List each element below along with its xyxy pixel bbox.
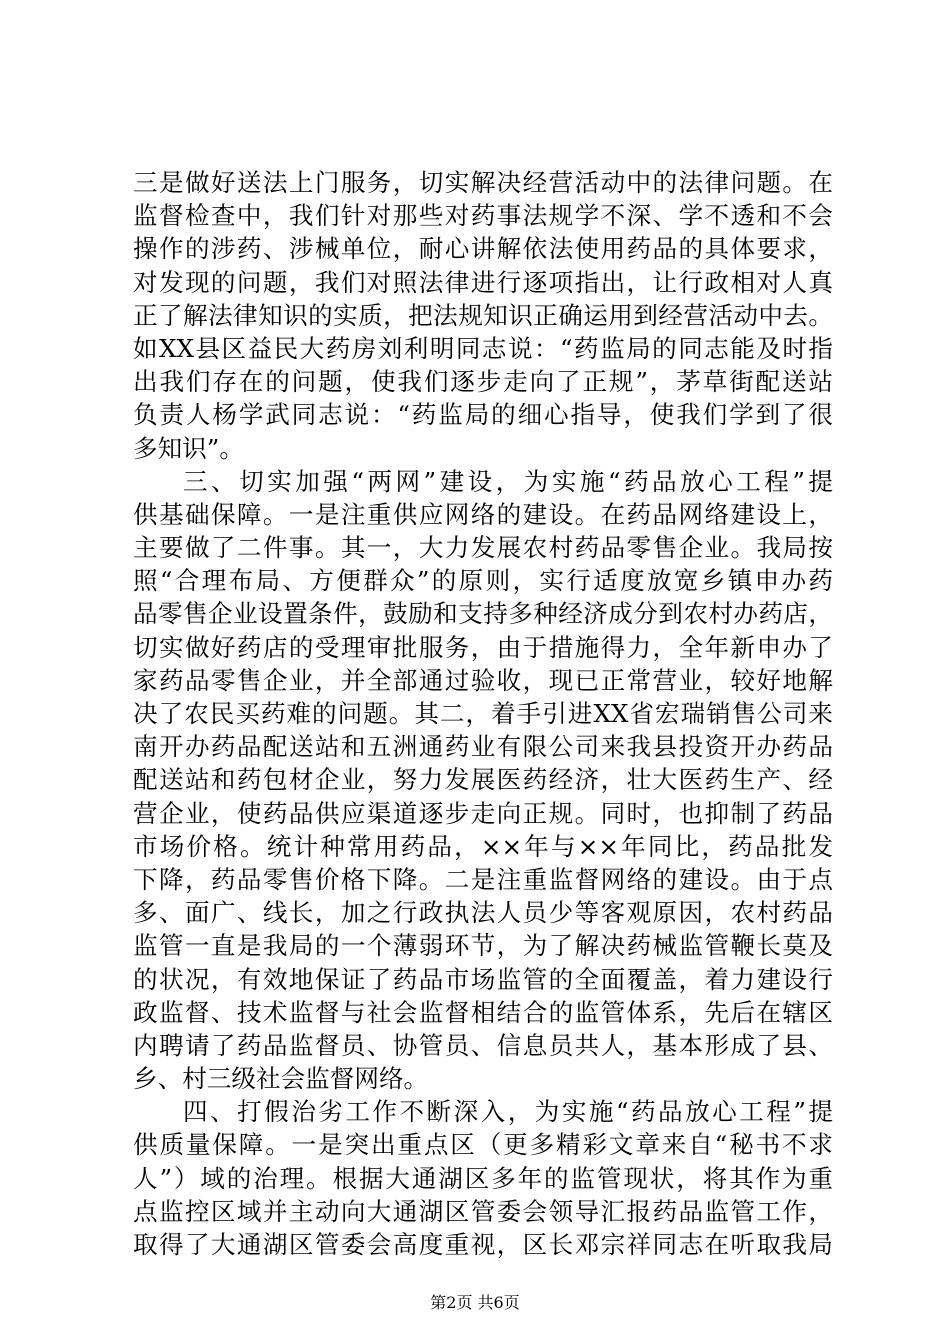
text-line: 决了农民买药难的问题。其二，着手引进XX省宏瑞销售公司来	[133, 699, 833, 728]
text-line: 四、打假治劣工作不断深入，为实施“药品放心工程”提	[183, 1097, 833, 1127]
text-line: 市场价格。统计种常用药品，××年与××年同比，药品批发	[133, 831, 833, 861]
text-line: 家药品零售企业，并全部通过验收，现已正常营业，较好地解	[133, 665, 833, 695]
text-line: 三是做好送法上门服务，切实解决经营活动中的法律问题。在	[133, 168, 833, 197]
text-line: 多知识”。	[133, 433, 244, 463]
page-footer: 第2页 共6页	[430, 1293, 520, 1312]
text-line: 乡、村三级社会监督网络。	[133, 1064, 429, 1094]
text-line: 出我们存在的问题，使我们逐步走向了正规”，茅草街配送站	[133, 367, 833, 397]
text-line: 政监督、技术监督与社会监督相结合的监管体系，先后在辖区	[133, 997, 833, 1027]
text-line: 多、面广、线长，加之行政执法人员少等客观原因，农村药品	[133, 898, 833, 928]
text-line: 供基础保障。一是注重供应网络的建设。在药品网络建设上，	[133, 499, 833, 529]
text-line: 配送站和药包材企业，努力发展医药经济，壮大医药生产、经	[133, 765, 833, 795]
text-line: 监管一直是我局的一个薄弱环节，为了解决药械监管鞭长莫及	[133, 931, 833, 961]
text-line: 照“合理布局、方便群众”的原则，实行适度放宽乡镇申办药	[133, 566, 833, 596]
text-line: 监督检查中，我们针对那些对药事法规学不深、学不透和不会	[133, 201, 833, 231]
text-line: 的状况，有效地保证了药品市场监管的全面覆盖，着力建设行	[133, 964, 833, 994]
text-line: 点监控区域并主动向大通湖区管委会领导汇报药品监管工作，	[133, 1196, 833, 1226]
text-line: 内聘请了药品监督员、协管员、信息员共人，基本形成了县、	[133, 1030, 833, 1060]
text-line: 正了解法律知识的实质，把法规知识正确运用到经营活动中去。	[133, 300, 833, 330]
text-line: 对发现的问题，我们对照法律进行逐项指出，让行政相对人真	[133, 267, 833, 297]
text-line: 负责人杨学武同志说：“药监局的细心指导，使我们学到了很	[133, 400, 833, 430]
text-line: 三、切实加强“两网”建设，为实施“药品放心工程”提	[183, 466, 833, 496]
text-line: 操作的涉药、涉械单位，耐心讲解依法使用药品的具体要求，	[133, 234, 833, 264]
text-line: 人”）域的治理。根据大通湖区多年的监管现状，将其作为重	[133, 1163, 833, 1193]
text-line: 品零售企业设置条件，鼓励和支持多种经济成分到农村办药店，	[133, 599, 833, 629]
text-line: 如XX县区益民大药房刘利明同志说：“药监局的同志能及时指	[133, 333, 833, 363]
text-line: 营企业，使药品供应渠道逐步走向正规。同时，也抑制了药品	[133, 798, 833, 828]
text-line: 主要做了二件事。其一，大力发展农村药品零售企业。我局按	[133, 533, 833, 563]
text-line: 南开办药品配送站和五洲通药业有限公司来我县投资开办药品	[133, 732, 833, 762]
text-line: 供质量保障。一是突出重点区（更多精彩文章来自“秘书不求	[133, 1130, 833, 1160]
document-body	[133, 166, 833, 1261]
text-line: 取得了大通湖区管委会高度重视，区长邓宗祥同志在听取我局	[133, 1230, 833, 1259]
text-line: 切实做好药店的受理审批服务，由于措施得力，全年新申办了	[133, 632, 833, 662]
text-line: 下降，药品零售价格下降。二是注重监督网络的建设。由于点	[133, 864, 833, 894]
